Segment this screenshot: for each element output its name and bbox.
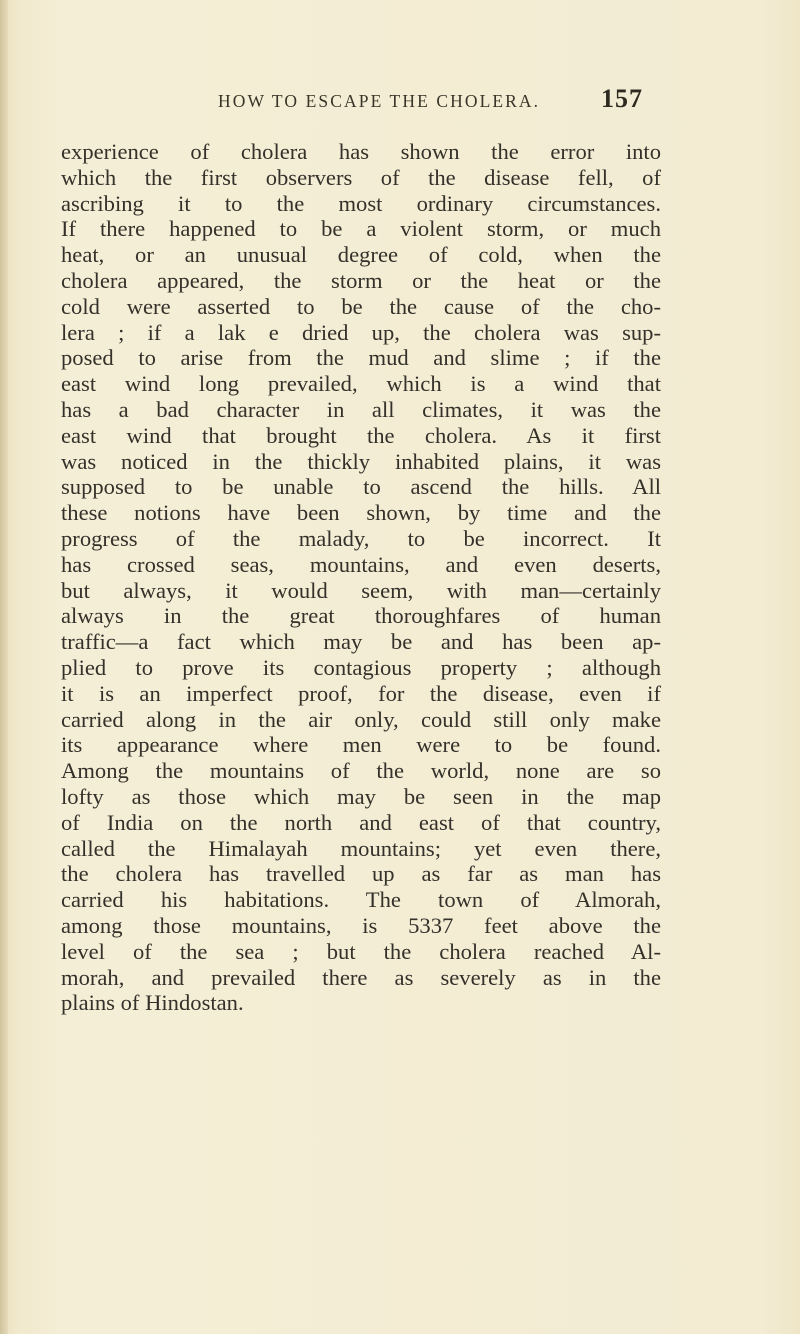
page-number: 157 [601,84,643,113]
text-line: called the Himalayah mountains; yet even there, [61,835,661,861]
text-line: east wind long prevailed, which is a wind that [61,371,661,397]
text-line: cold were asserted to be the cause of the cho- [61,293,661,319]
text-line: ascribing it to the most ordinary circumstances. [61,190,661,216]
text-line: level of the sea ; but the cholera reached Al- [61,938,661,964]
page-gutter-edge [0,0,8,1334]
page-header [0,85,800,125]
text-line: it is an imperfect proof, for the disease, even if [61,680,661,706]
text-line: but always, it would seem, with man—certainly [61,577,661,603]
running-head: HOW TO ESCAPE THE CHOLERA. [218,91,541,111]
text-line: Among the mountains of the world, none are so [61,758,661,784]
text-line: experience of cholera has shown the error into [61,139,661,164]
text-line: heat, or an unusual degree of cold, when the [61,242,661,268]
text-line: morah, and prevailed there as severely as in the [61,964,661,990]
text-line: east wind that brought the cholera. As it first [61,422,661,448]
text-line: plied to prove its contagious property ; although [61,654,661,680]
body-text [61,139,661,1016]
text-line: If there happened to be a violent storm, or much [61,216,661,242]
text-line: always in the great thoroughfares of human [61,603,661,629]
text-line: carried along in the air only, could still only make [61,706,661,732]
text-line: of India on the north and east of that country, [61,809,661,835]
text-line: supposed to be unable to ascend the hills. All [61,474,661,500]
text-line: traffic—a fact which may be and has been ap- [61,629,661,655]
text-line: has crossed seas, mountains, and even deserts, [61,551,661,577]
text-line: lera ; if a lak e dried up, the cholera was sup- [61,319,661,345]
text-line: these notions have been shown, by time and the [61,500,661,526]
text-line: the cholera has travelled up as far as man has [61,861,661,887]
text-line: lofty as those which may be seen in the map [61,783,661,809]
text-line: posed to arise from the mud and slime ; if the [61,345,661,371]
text-line: its appearance where men were to be found. [61,732,661,758]
text-line: which the first observers of the disease fell, of [61,164,661,190]
text-line: carried his habitations. The town of Almorah, [61,887,661,913]
text-line: has a bad character in all climates, it was the [61,396,661,422]
text-line: cholera appeared, the storm or the heat or the [61,267,661,293]
text-line: among those mountains, is 5337 feet above the [61,912,661,938]
text-line: plains of Hindostan. [61,990,244,1016]
text-line: progress of the malady, to be incorrect. It [61,525,661,551]
text-line: was noticed in the thickly inhabited plains, it was [61,448,661,474]
